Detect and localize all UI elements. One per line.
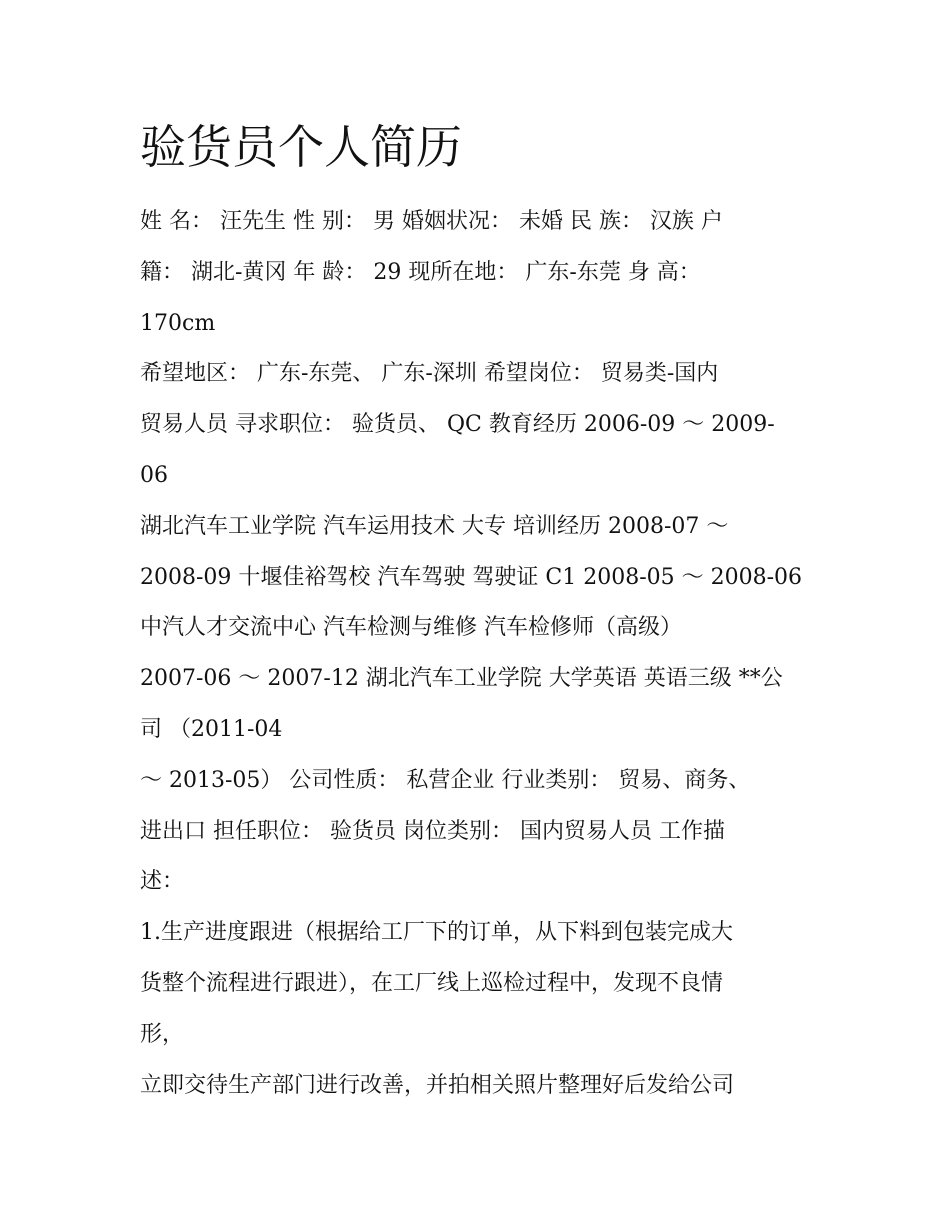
body-line: 06	[140, 462, 168, 488]
body-line: 湖北汽车工业学院 汽车运用技术 大专 培训经历 2008-07 ～	[140, 513, 729, 539]
body-line: 2008-09 十堰佳裕驾校 汽车驾驶 驾驶证 C1 2008-05 ～ 2008-06	[140, 564, 803, 590]
body-line: ～ 2013-05） 公司性质： 私营企业 行业类别： 贸易、商务、	[140, 767, 751, 793]
body-line: 中汽人才交流中心 汽车检测与维修 汽车检修师（高级）	[140, 615, 682, 641]
body-line: 籍： 湖北-黄冈 年 龄： 29 现所在地： 广东-东莞 身 高：	[140, 259, 701, 285]
body-line: 述：	[140, 869, 185, 895]
body-line: 170cm	[140, 310, 216, 336]
body-line: 形，	[140, 1021, 185, 1047]
body-line: 2007-06 ～ 2007-12 湖北汽车工业学院 大学英语 英语三级 **公	[140, 666, 783, 692]
body-line: 立即交待生产部门进行改善，并拍相关照片整理好后发给公司	[140, 1072, 735, 1098]
resume-body	[140, 197, 820, 1111]
page-title: 验货员个人简历	[140, 120, 462, 174]
body-line: 进出口 担任职位： 验货员 岗位类别： 国内贸易人员 工作描	[140, 818, 725, 844]
body-line: 希望地区： 广东-东莞、 广东-深圳 希望岗位： 贸易类-国内	[140, 361, 719, 387]
body-line: 1.生产进度跟进（根据给工厂下的订单，从下料到包装完成大	[140, 920, 733, 946]
body-line: 货整个流程进行跟进），在工厂线上巡检过程中，发现不良情	[140, 970, 724, 996]
body-line: 贸易人员 寻求职位： 验货员、 QC 教育经历 2006-09 ～ 2009-	[140, 412, 775, 438]
body-line: 姓 名： 汪先生 性 别： 男 婚姻状况： 未婚 民 族： 汉族 户	[140, 209, 723, 234]
body-line: 司 （2011-04	[140, 716, 283, 742]
